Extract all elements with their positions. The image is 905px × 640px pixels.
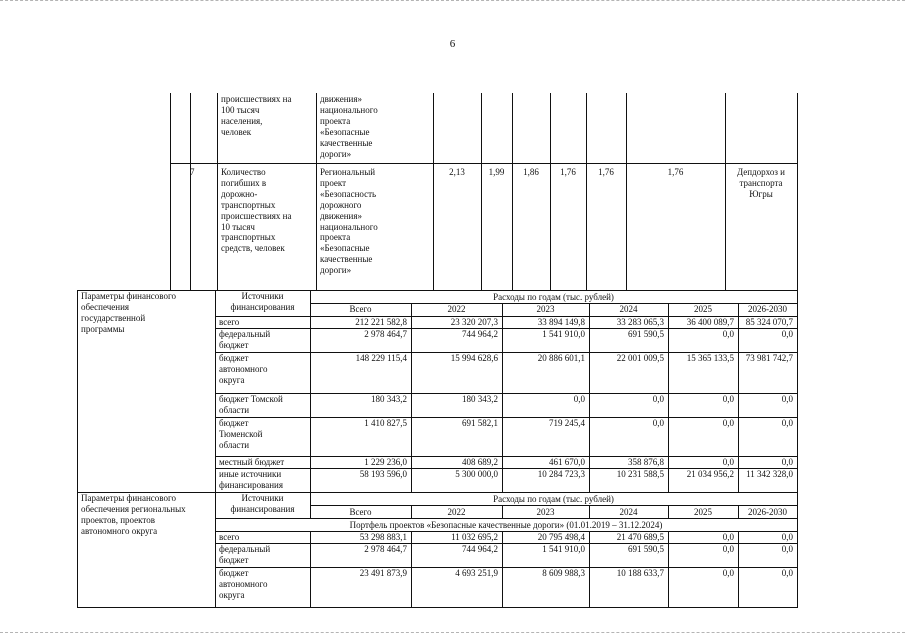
- finance-value: 36 400 089,7: [686, 317, 734, 327]
- finance-value: 0,0: [722, 329, 734, 339]
- regional-label: автономного округа: [81, 525, 158, 536]
- project-text: Региональный: [320, 167, 376, 177]
- finance-value: 22 001 009,5: [616, 353, 664, 363]
- row-number: 7: [190, 167, 195, 177]
- table-rule-horizontal: [310, 505, 798, 506]
- table-rule-vertical: [797, 93, 798, 291]
- project-text: «Безопасность: [320, 188, 377, 199]
- finance-value: 58 193 596,0: [359, 469, 407, 479]
- regional-value: 20 795 498,4: [537, 532, 585, 542]
- project-text: дорожного: [320, 199, 362, 210]
- finance-value: 85 324 070,7: [745, 317, 793, 327]
- column-header: Всего: [349, 507, 372, 517]
- project-text: национального: [320, 221, 378, 232]
- column-header: 2022: [447, 304, 466, 314]
- indicator-text: дорожно-: [221, 188, 258, 199]
- finance-value: 744 964,2: [462, 329, 498, 339]
- table-rule-vertical: [316, 93, 317, 291]
- regional-value: 0,0: [781, 568, 793, 578]
- column-header: 2026-2030: [748, 304, 787, 314]
- regional-value: 0,0: [722, 544, 734, 554]
- indicator-text: происшествиях на: [221, 210, 292, 221]
- column-header: Всего: [349, 304, 372, 314]
- table-rule-vertical: [481, 93, 482, 291]
- finance-value: 0,0: [652, 394, 664, 404]
- finance-value: 2 978 464,7: [364, 329, 407, 339]
- finance-value: 719 245,4: [549, 418, 585, 428]
- finance-value: 461 670,0: [549, 457, 585, 467]
- indicator-text: 10 тысяч: [221, 221, 255, 232]
- table-rule-horizontal: [215, 518, 798, 519]
- table-rule-horizontal: [77, 607, 798, 608]
- finance-value: 23 320 207,3: [450, 317, 498, 327]
- table-rule-vertical: [190, 93, 191, 291]
- finance-value: 0,0: [781, 394, 793, 404]
- regional-value: 744 964,2: [462, 544, 498, 554]
- responsible-text: Депдорхоз и: [737, 167, 785, 177]
- indicator-text: Количество: [221, 167, 266, 177]
- source-label: области: [219, 404, 250, 415]
- table-rule-vertical: [586, 93, 587, 291]
- project-text: проект: [320, 177, 347, 188]
- project-text: дороги»: [320, 148, 352, 159]
- finance-value: 0,0: [781, 457, 793, 467]
- finance-label: государственной: [81, 312, 146, 323]
- source-label: бюджет: [219, 554, 249, 565]
- finance-value: 212 221 582,8: [355, 317, 407, 327]
- source-label: бюджет: [219, 339, 249, 350]
- indicator-text: населения,: [221, 115, 263, 126]
- finance-value: 33 283 065,3: [616, 317, 664, 327]
- project-text: качественные: [320, 137, 373, 148]
- finance-value: 0,0: [781, 418, 793, 428]
- table-rule-vertical: [433, 93, 434, 291]
- table-rule-vertical: [77, 290, 78, 493]
- finance-value: 691 582,1: [462, 418, 498, 428]
- finance-value: 11 342 328,0: [746, 469, 793, 479]
- regional-value: 11 032 695,2: [451, 532, 498, 542]
- finance-value: 180 343,2: [371, 394, 407, 404]
- indicator-text: средств, человек: [221, 243, 285, 254]
- indicator-value: 1,76: [598, 167, 614, 177]
- finance-value: 21 034 956,2: [686, 469, 734, 479]
- finance-value: 1 229 236,0: [364, 457, 407, 467]
- finance-label: программы: [81, 323, 125, 334]
- table-rule-vertical: [77, 492, 78, 608]
- finance-value: 10 231 588,5: [616, 469, 664, 479]
- source-label: бюджет: [219, 568, 249, 578]
- finance-value: 0,0: [573, 394, 585, 404]
- column-header: 2023: [536, 304, 555, 314]
- finance-value: 33 894 149,8: [537, 317, 585, 327]
- indicator-text: транспортных: [221, 199, 276, 210]
- source-label: федеральный: [219, 329, 271, 339]
- table-rule-vertical: [502, 303, 503, 493]
- source-label: всего: [219, 317, 240, 327]
- sources-header: финансирования: [230, 503, 295, 514]
- indicator-text: погибших в: [221, 177, 267, 188]
- indicator-value: 1,86: [523, 167, 539, 177]
- finance-value: 0,0: [722, 457, 734, 467]
- source-label: автономного: [219, 578, 268, 589]
- indicator-text: человек: [221, 126, 252, 137]
- table-rule-vertical: [589, 531, 590, 608]
- portfolio-title: Портфель проектов «Безопасные качественные дороги» (01.01.2019 – 31.12.2024): [349, 520, 663, 530]
- table-rule-vertical: [170, 93, 171, 291]
- column-header: 2024: [619, 507, 638, 517]
- regional-label: проектов, проектов: [81, 514, 155, 525]
- project-text: национального: [320, 104, 378, 115]
- finance-value: 408 689,2: [462, 457, 498, 467]
- responsible-text: транспорта: [739, 177, 783, 188]
- finance-label: Параметры финансового: [81, 291, 176, 301]
- table-rule-horizontal: [170, 163, 798, 164]
- project-text: качественные: [320, 254, 373, 265]
- years-header: Расходы по годам (тыс. рублей): [493, 292, 614, 302]
- project-text: движения»: [320, 94, 363, 104]
- finance-value: 148 229 115,4: [355, 353, 407, 363]
- table-rule-vertical: [738, 303, 739, 493]
- regional-label: Параметры финансового: [81, 493, 176, 503]
- responsible-text: Югры: [749, 188, 773, 199]
- column-header: 2025: [694, 304, 712, 314]
- finance-value: 0,0: [781, 329, 793, 339]
- source-label: области: [219, 439, 250, 450]
- scan-edge-bottom: [0, 632, 905, 637]
- column-header: 2026-2030: [748, 507, 787, 517]
- table-rule-vertical: [215, 290, 216, 493]
- scan-edge-top: [0, 0, 905, 5]
- table-rule-vertical: [512, 93, 513, 291]
- regional-value: 53 298 883,1: [359, 532, 407, 542]
- regional-value: 2 978 464,7: [364, 544, 407, 554]
- regional-value: 0,0: [722, 568, 734, 578]
- indicator-text: происшествиях на: [221, 94, 292, 104]
- table-rule-vertical: [217, 93, 218, 291]
- regional-value: 23 491 873,9: [359, 568, 407, 578]
- finance-value: 10 284 723,3: [537, 469, 585, 479]
- indicator-value: 1,76: [667, 167, 684, 177]
- source-label: округа: [219, 589, 245, 600]
- project-text: движения»: [320, 210, 363, 221]
- table-rule-vertical: [668, 303, 669, 493]
- finance-value: 358 876,8: [628, 457, 664, 467]
- regional-value: 0,0: [781, 544, 793, 554]
- finance-value: 0,0: [722, 418, 734, 428]
- regional-value: 10 188 633,7: [616, 568, 664, 578]
- source-label: бюджет: [219, 353, 249, 363]
- source-label: всего: [219, 532, 240, 542]
- finance-value: 5 300 000,0: [455, 469, 498, 479]
- table-rule-vertical: [502, 531, 503, 608]
- column-header: 2025: [694, 507, 712, 517]
- table-rule-vertical: [411, 531, 412, 608]
- finance-value: 0,0: [652, 418, 664, 428]
- project-text: дороги»: [320, 265, 352, 276]
- table-rule-vertical: [797, 290, 798, 493]
- table-rule-vertical: [797, 492, 798, 608]
- regional-value: 4 693 251,9: [455, 568, 498, 578]
- indicator-value: 1,99: [488, 167, 505, 177]
- source-label: автономного: [219, 363, 268, 374]
- column-header: 2024: [619, 304, 638, 314]
- regional-value: 8 609 988,3: [542, 568, 585, 578]
- table-rule-vertical: [589, 303, 590, 493]
- regional-value: 1 541 910,0: [542, 544, 585, 554]
- indicator-value: 2,13: [449, 167, 465, 177]
- source-label: федеральный: [219, 544, 271, 554]
- finance-value: 691 590,5: [628, 329, 664, 339]
- sources-header: финансирования: [230, 301, 295, 312]
- source-label: Тюменской: [219, 428, 263, 439]
- finance-value: 0,0: [722, 394, 734, 404]
- project-text: проекта: [320, 115, 351, 126]
- regional-value: 0,0: [781, 532, 793, 542]
- source-label: иные источники: [219, 469, 282, 479]
- regional-value: 691 590,5: [628, 544, 664, 554]
- finance-value: 15 994 628,6: [450, 353, 498, 363]
- column-header: 2022: [447, 507, 466, 517]
- page-number: 6: [449, 38, 456, 50]
- source-label: бюджет Томской: [219, 394, 283, 404]
- table-rule-vertical: [626, 93, 627, 291]
- sources-header: Источники: [241, 493, 284, 503]
- table-rule-vertical: [668, 531, 669, 608]
- table-rule-vertical: [411, 303, 412, 493]
- project-text: «Безопасные: [320, 243, 370, 254]
- indicator-value: 1,76: [560, 167, 576, 177]
- source-label: местный бюджет: [219, 457, 285, 467]
- finance-label: обеспечения: [81, 301, 130, 312]
- finance-value: 20 886 601,1: [537, 353, 585, 363]
- source-label: финансирования: [219, 479, 283, 490]
- regional-value: 21 470 689,5: [616, 532, 664, 542]
- column-header: 2023: [536, 507, 555, 517]
- sources-header: Источники: [241, 291, 284, 301]
- project-text: «Безопасные: [320, 126, 370, 137]
- finance-value: 1 541 910,0: [542, 329, 585, 339]
- regional-value: 0,0: [722, 532, 734, 542]
- regional-label: обеспечения региональных: [81, 503, 186, 514]
- finance-value: 180 343,2: [462, 394, 498, 404]
- table-rule-vertical: [550, 93, 551, 291]
- years-header: Расходы по годам (тыс. рублей): [493, 494, 614, 504]
- table-rule-vertical: [738, 531, 739, 608]
- indicator-text: транспортных: [221, 232, 276, 243]
- finance-value: 1 410 827,5: [364, 418, 407, 428]
- source-label: округа: [219, 374, 245, 385]
- project-text: проекта: [320, 232, 351, 243]
- source-label: бюджет: [219, 418, 249, 428]
- finance-value: 15 365 133,5: [686, 353, 734, 363]
- indicator-text: 100 тысяч: [221, 104, 260, 115]
- finance-value: 73 981 742,7: [745, 353, 793, 363]
